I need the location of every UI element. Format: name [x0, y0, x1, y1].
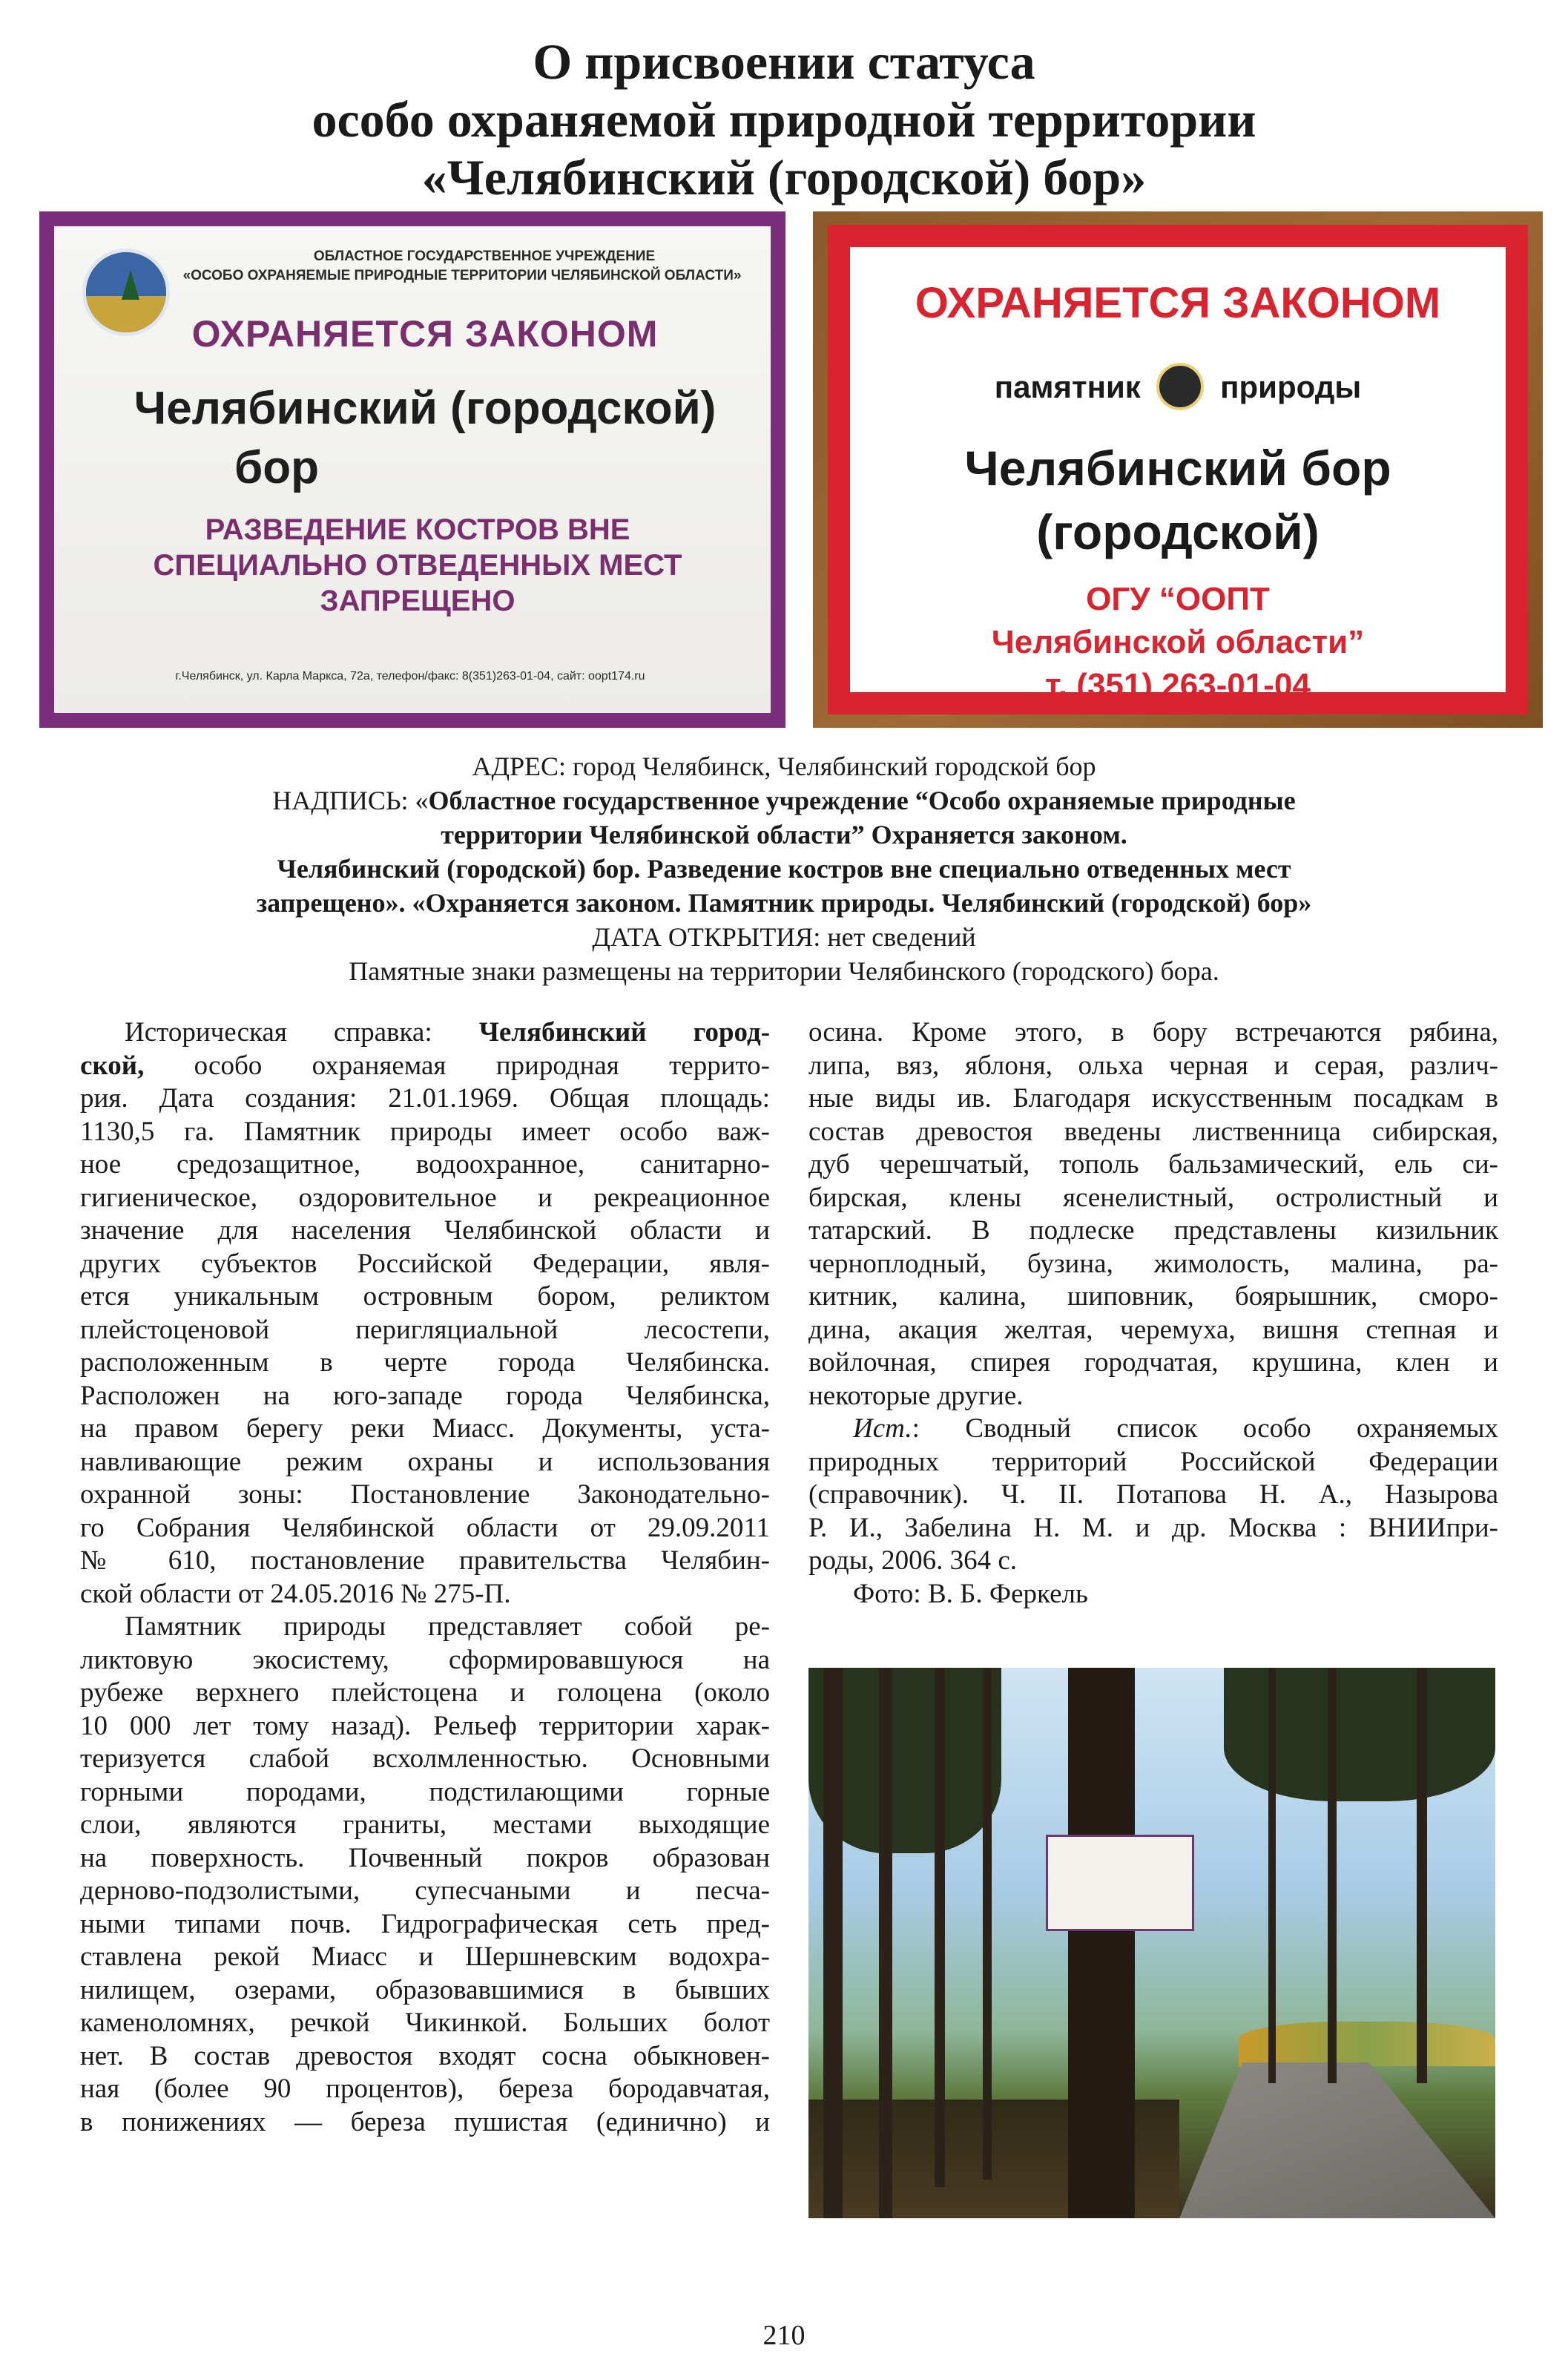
text-line: слои, являются граниты, местами выходящие	[80, 1809, 770, 1840]
inscription-text-1: Областное государственное учреждение “Особо охраняемые природные	[428, 786, 1296, 815]
date-line	[0, 920, 1568, 954]
sign-warning-line-1: РАЗВЕДЕНИЕ КОСТРОВ ВНЕ	[205, 513, 630, 546]
text-line: Памятник природы представляет собой ре-	[125, 1611, 770, 1642]
text-line: некоторые другие.	[808, 1380, 1024, 1411]
info-block	[0, 749, 1568, 988]
sign-right-phone: т. (351) 263-01-04	[1045, 667, 1311, 703]
text-line: дина, акация желтая, черемуха, вишня степная и	[808, 1314, 1498, 1345]
text-line: го Собрания Челябинской области от 29.09.2011	[80, 1512, 770, 1543]
text-line: ная (более 90 процентов), береза бородавчатая,	[80, 2074, 770, 2104]
text-line: 1130,5 га. Памятник природы имеет особо важ-	[80, 1116, 770, 1147]
pine-trunk	[983, 1668, 992, 2180]
sign-right-org-1: ОГУ “ООПТ	[1086, 581, 1270, 617]
text-line: татарский. В подлеске представлены кизильник	[808, 1215, 1498, 1246]
nature-emblem-icon	[1156, 363, 1204, 410]
sign-monument-line	[850, 366, 1506, 413]
inscription-text-2: территории Челябинской области” Охраняется законом.	[441, 820, 1127, 849]
sign-org-line-2: «ОСОБО ОХРАНЯЕМЫЕ ПРИРОДНЫЕ ТЕРРИТОРИИ ЧЕЛЯБИНСКОЙ ОБЛАСТИ»	[182, 268, 742, 283]
title-line-2: особо охраняемой природной территории	[312, 91, 1256, 148]
note-line: Памятные знаки размещены на территории Челябинского (городского) бора.	[349, 956, 1219, 986]
text-line: гигиеническое, оздоровительное и рекреационное	[80, 1182, 770, 1213]
tree-canopy-right	[1224, 1668, 1495, 1801]
text-line: войлочная, спирея городчатая, крушина, клен и	[808, 1347, 1498, 1378]
sign-warning	[143, 512, 692, 619]
inscription-text-3: Челябинский (городской) бор. Разведение костров вне специально отведенных мест	[277, 854, 1291, 884]
sign-name-line-2: бор	[234, 442, 320, 493]
text-line: нет. В состав древостоя входят сосна обыкновен-	[80, 2040, 770, 2071]
text-line: № 610, постановление правительства Челябин-	[80, 1545, 770, 1576]
page-title	[0, 33, 1568, 206]
forest-path	[1179, 2062, 1495, 2218]
sign-warning-line-2: СПЕЦИАЛЬНО ОТВЕДЕННЫХ МЕСТ	[153, 549, 682, 582]
text-line: охранной зоны: Постановление Законодательно-	[80, 1479, 770, 1510]
text-line: ными типами почв. Гидрографическая сеть пред-	[80, 1908, 770, 1939]
tree-sign	[1046, 1835, 1194, 1931]
text-line: Расположен на юго-западе города Челябинска,	[80, 1380, 770, 1411]
text-line: дуб черешчатый, тополь бальзамический, ель си-	[808, 1149, 1498, 1180]
text-line: Р. И., Забелина Н. М. и др. Москва : ВНИИпри-	[808, 1512, 1498, 1543]
text-line: состав древостоя введены лиственница сибирская,	[808, 1116, 1498, 1147]
text-line: значение для населения Челябинской области и	[80, 1215, 770, 1246]
text-line: расположенным в черте города Челябинска.	[80, 1347, 770, 1378]
source-line-1	[808, 1413, 1498, 1446]
text-line: ской области от 24.05.2016 № 275-П.	[80, 1578, 511, 1609]
sign-photo-left	[39, 211, 785, 728]
left-p1-line-2	[80, 1050, 770, 1083]
inscription-open: «	[415, 786, 429, 815]
source-label: Ист.	[853, 1413, 912, 1444]
photo-credit: Фото: В. Б. Феркель	[853, 1578, 1088, 1609]
address-line	[0, 749, 1568, 783]
sign-right-name-2: (городской)	[1036, 504, 1320, 559]
text-line: липа, вяз, яблоня, ольха черная и серая, различ-	[808, 1050, 1498, 1081]
object-name-bold-end: ской,	[80, 1050, 145, 1081]
sign-right-name-1: Челябинский бор	[964, 441, 1391, 496]
sign-law-text-right: ОХРАНЯЕТСЯ ЗАКОНОМ	[915, 279, 1441, 327]
text-line: роды, 2006. 364 с.	[808, 1545, 1018, 1576]
text-line: на правом берегу реки Миасс. Документы, уста-	[80, 1413, 770, 1444]
text-line: осина. Кроме этого, в бору встречаются рябина,	[808, 1017, 1498, 1048]
inscription-line-4	[0, 886, 1568, 920]
pine-trunk-main	[1068, 1668, 1135, 2218]
left-p1-line-1	[80, 1016, 770, 1050]
text-line: (справочник). Ч. II. Потапова Н. А., Назырова	[808, 1479, 1498, 1510]
source-paragraph	[808, 1446, 1498, 1578]
text-line: на поверхность. Почвенный покров образован	[80, 1842, 770, 1873]
text-line: навливающие режим охраны и использования	[80, 1446, 770, 1477]
text-line: дерново-подзолистыми, супесчаными и песча-	[80, 1875, 770, 1906]
text-line: ется уникальным островным бором, реликтом	[80, 1281, 770, 1312]
inscription-line-3	[0, 852, 1568, 886]
sign-photo-right	[813, 211, 1543, 728]
text-line: рия. Дата создания: 21.01.1969. Общая площадь:	[80, 1083, 770, 1114]
pine-trunk	[879, 1668, 892, 2218]
text-line: черноплодный, бузина, жимолость, малина, ра-	[808, 1248, 1498, 1279]
pine-trunk	[935, 1668, 945, 2187]
text-line: в понижениях — береза пушистая (единично) и	[80, 2106, 770, 2137]
address-value: город Челябинск, Челябинский городской бор	[573, 752, 1096, 781]
text-line: ставлена рекой Миасс и Шершневским водохра-	[80, 1942, 770, 1972]
sign-address: г.Челябинск, ул. Карла Маркса, 72а, телефон/факс: 8(351)263-01-04, сайт: oopt174.ru	[175, 670, 645, 683]
pine-trunk	[1328, 1668, 1337, 2083]
text-line: природных территорий Российской Федерации	[808, 1446, 1498, 1477]
left-paragraph-2	[80, 1611, 770, 2139]
left-paragraph-1	[80, 1082, 770, 1611]
left-column	[80, 1016, 770, 2139]
object-name-bold: Челябинский город-	[478, 1017, 771, 1048]
sign-org-line-1: ОБЛАСТНОЕ ГОСУДАРСТВЕННОЕ УЧРЕЖДЕНИЕ	[313, 249, 656, 264]
text-line: 10 000 лет тому назад). Рельеф территории харак-	[80, 1710, 770, 1741]
sign-monument-left: памятник	[994, 369, 1141, 405]
inscription-text-4: запрещено». «Охраняется законом. Памятник природы. Челябинский (городской) бор»	[256, 888, 1312, 918]
sign-law-text: ОХРАНЯЕТСЯ ЗАКОНОМ	[191, 313, 659, 355]
forest-photo	[808, 1668, 1495, 2218]
text-line: нилищем, озерами, образовавшимися в бывших	[80, 1974, 770, 2005]
text-line: бирская, клены ясенелистный, остролистный и	[808, 1182, 1498, 1213]
pine-trunk	[823, 1668, 843, 2218]
address-label: АДРЕС:	[472, 752, 567, 781]
title-line-3: «Челябинский (городской) бор»	[421, 149, 1147, 206]
inscription-label: НАДПИСЬ:	[272, 786, 409, 815]
text-line: ное средозащитное, водоохранное, санитарно-	[80, 1149, 770, 1180]
historical-label: Историческая справка:	[125, 1017, 432, 1048]
page-number: 210	[762, 2320, 806, 2351]
text-line: теризуется слабой всхолмленностью. Основными	[80, 1743, 770, 1774]
inscription-line-2	[0, 818, 1568, 852]
sign-name-line-1: Челябинский (городской)	[134, 383, 717, 434]
text-line: китник, калина, шиповник, боярышник, сморо-	[808, 1281, 1498, 1312]
pine-trunk	[1268, 1668, 1276, 2083]
inscription-line-1	[0, 783, 1568, 818]
sign-monument-right: природы	[1220, 369, 1362, 405]
left-p1-line-2-text: особо охраняемая природная террито-	[194, 1050, 771, 1081]
sign-warning-line-3: ЗАПРЕЩЕНО	[320, 585, 515, 617]
date-value: нет сведений	[827, 922, 976, 952]
text-line: горными породами, подстилающими горные	[80, 1776, 770, 1807]
right-column	[808, 1016, 1498, 1611]
text-line: ликтовую экосистему, сформировавшуюся на	[80, 1644, 770, 1675]
text-line: каменоломнях, речкой Чикинкой. Больших болот	[80, 2008, 770, 2038]
source-line-1-text: : Сводный список особо охраняемых	[912, 1413, 1498, 1444]
sign-right-org-2: Челябинской области”	[991, 624, 1365, 660]
pine-trunk	[1417, 1668, 1427, 2083]
text-line: рубеже верхнего плейстоцена и голоцена (около	[80, 1677, 770, 1708]
text-line: плейстоценовой перигляциальной лесостепи,	[80, 1314, 770, 1345]
right-paragraph-1	[808, 1016, 1498, 1413]
text-line: других субъектов Российской Федерации, явля-	[80, 1248, 770, 1279]
title-line-1: О присвоении статуса	[533, 33, 1035, 90]
autumn-trees	[1239, 2022, 1495, 2066]
text-line: ные виды ив. Благодаря искусственным посадкам в	[808, 1083, 1498, 1114]
date-label: ДАТА ОТКРЫТИЯ:	[592, 922, 821, 952]
